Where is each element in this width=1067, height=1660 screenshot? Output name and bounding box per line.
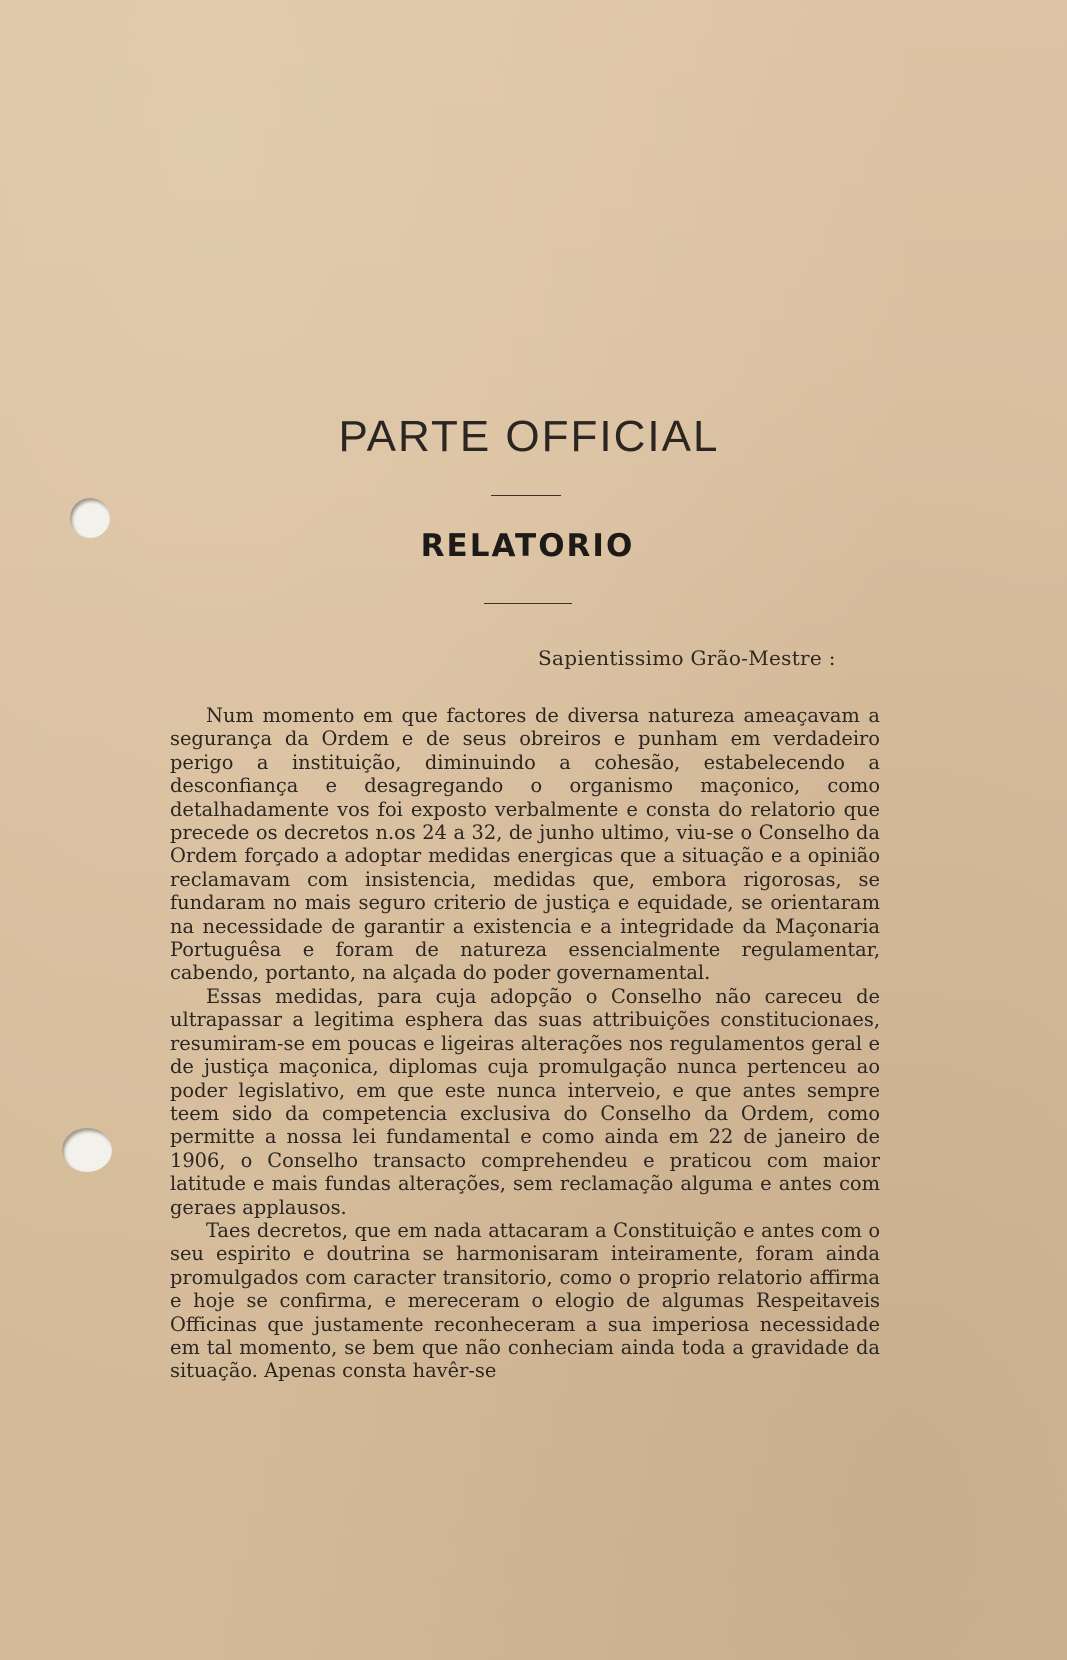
salutation: Sapientissimo Grão-Mestre : xyxy=(538,646,836,670)
page-title: PARTE OFFICIAL xyxy=(338,412,720,461)
paragraph: Num momento em que factores de diversa natureza ameaçavam a segurança da Ordem e de seus obreiros e punham em verdadeiro perigo a instituição, diminuindo a cohesão, estabelecendo a desconfiança e desagregando o organismo maçonico, como detalhadamente vos foi exposto verbalmente e consta do relatorio que precede os decretos n.os 24 a 32, de junho ultimo, viu-se o Conselho da Ordem forçado a adoptar medidas energicas que a situação e a opinião reclamavam com insistencia, medidas que, embora rigorosas, se fundaram no mais seguro criterio de justiça e equidade, se orientaram na necessidade de garantir a existencia e a integridade da Maçonaria Portuguêsa e foram de natureza essencialmente regulamentar, cabendo, portanto, na alçada do poder governamental. xyxy=(170,704,880,985)
divider xyxy=(491,495,561,496)
paragraph: Taes decretos, que em nada attacaram a Constituição e antes com o seu espirito e doutrina se harmonisaram inteiramente, foram ainda promulgados com caracter transitorio, como o proprio relatorio affirma e hoje se confirma, e mereceram o elogio de algumas Respeitaveis Officinas que justamente reconheceram a sua imperiosa necessidade em tal momento, se bem que não conheciam ainda toda a gravidade da situação. Apenas consta havêr-se xyxy=(170,1218,880,1383)
paragraph: Essas medidas, para cuja adopção o Conselho não careceu de ultrapassar a legitima esphera das suas attribuições constitucionaes, resumiram-se em poucas e ligeiras alterações nos regulamentos geral e de justiça maçonica, diplomas cuja promulgação nunca pertenceu ao poder legislativo, em que este nunca interveio, e que antes sempre teem sido da competencia exclusiva do Conselho da Ordem, como permitte a nossa lei fundamental e como ainda em 22 de janeiro de 1906, o Conselho transacto comprehendeu e praticou com maior latitude e mais fundas alterações, sem reclamação alguma e antes com geraes applausos. xyxy=(170,984,880,1219)
section-heading: RELATORIO xyxy=(420,528,635,564)
body-text xyxy=(170,704,880,1383)
divider xyxy=(484,603,572,604)
punch-hole xyxy=(62,1128,112,1172)
